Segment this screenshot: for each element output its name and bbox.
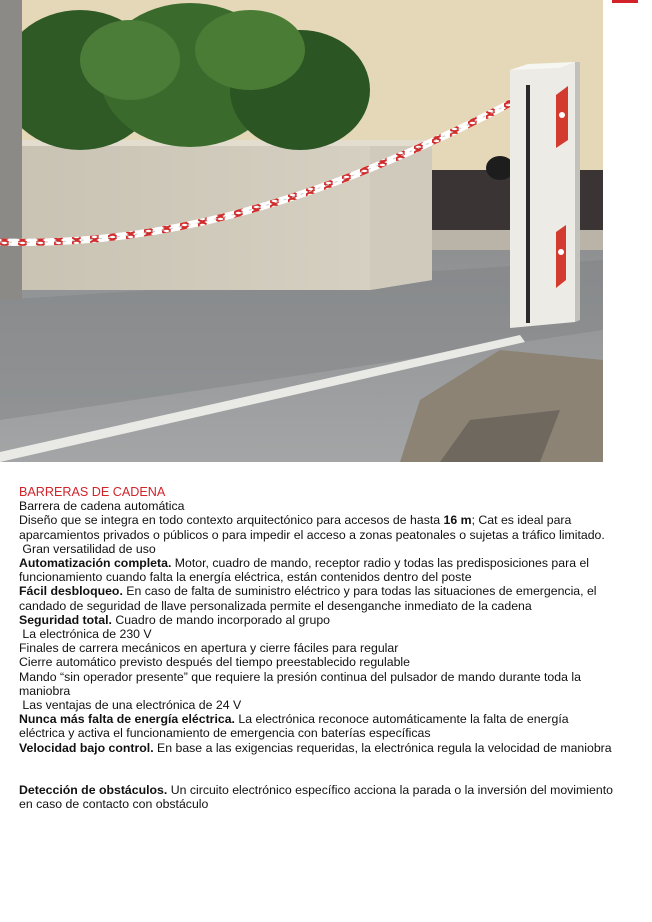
section-title: BARRERAS DE CADENA	[19, 485, 166, 499]
automation-text: Motor, cuadro de mando, receptor radio y todas las predisposiciones para el funcionamiento cuando falta la energía eléctrica, están contenidos dentro del poste	[19, 556, 590, 585]
intro-text-1: Diseño que se integra en todo contexto arquitectónico para accesos de hasta	[19, 513, 444, 528]
corner-accent-bar	[612, 0, 638, 3]
security-paragraph	[19, 613, 615, 627]
spacer	[19, 755, 615, 783]
security-text: Cuadro de mando incorporado al grupo	[111, 612, 330, 627]
no-operator-line: Mando “sin operador presente” que requiere la presión continua del pulsador de mando durante toda la maniobra	[19, 669, 581, 698]
subtitle: Barrera de cadena automática	[19, 499, 185, 514]
electronics-24-line: Las ventajas de una electrónica de 24 V	[19, 698, 242, 713]
obstacle-paragraph	[19, 783, 615, 811]
limit-switches-line: Finales de carrera mecánicos en apertura y cierre fáciles para regular	[19, 641, 399, 656]
automation-paragraph	[19, 556, 615, 584]
automation-heading: Automatización completa.	[19, 556, 172, 571]
security-heading: Seguridad total.	[19, 612, 112, 627]
product-photo	[0, 0, 603, 462]
obstacle-heading: Detección de obstáculos.	[19, 782, 168, 797]
power-heading: Nunca más falta de energía eléctrica.	[19, 712, 235, 727]
document-body	[19, 485, 615, 811]
power-text: La electrónica reconoce automáticamente la falta de energía eléctrica y activa el funcionamiento de emergencia con baterías específicas	[19, 712, 569, 741]
release-heading: Fácil desbloqueo.	[19, 584, 123, 599]
obstacle-text: Un circuito electrónico específico acciona la parada o la inversión del movimiento en caso de contacto con obstáculo	[19, 782, 613, 812]
speed-text: En base a las exigencias requeridas, la electrónica regula la velocidad de maniobra	[153, 740, 612, 755]
speed-paragraph	[19, 741, 615, 755]
release-text: En caso de falta de suministro eléctrico y para todas las situaciones de emergencia, el candado de seguridad de llave personalizada permite el desenganche inmediato de la cadena	[19, 584, 597, 613]
release-paragraph	[19, 584, 615, 612]
speed-heading: Velocidad bajo control.	[19, 740, 154, 755]
electronics-230-line: La electrónica de 230 V	[19, 627, 152, 642]
power-paragraph	[19, 712, 615, 740]
intro-length: 16 m	[443, 513, 472, 528]
intro-paragraph	[19, 513, 615, 541]
auto-close-line: Cierre automático previsto después del tiempo preestablecido regulable	[19, 655, 410, 670]
versatility-line: Gran versatilidad de uso	[19, 541, 156, 556]
intro-text-2: ; Cat es ideal para aparcamientos privados o públicos o para impedir el acceso a zonas peatonales o sujetas a tráfico limitado.	[19, 513, 605, 542]
